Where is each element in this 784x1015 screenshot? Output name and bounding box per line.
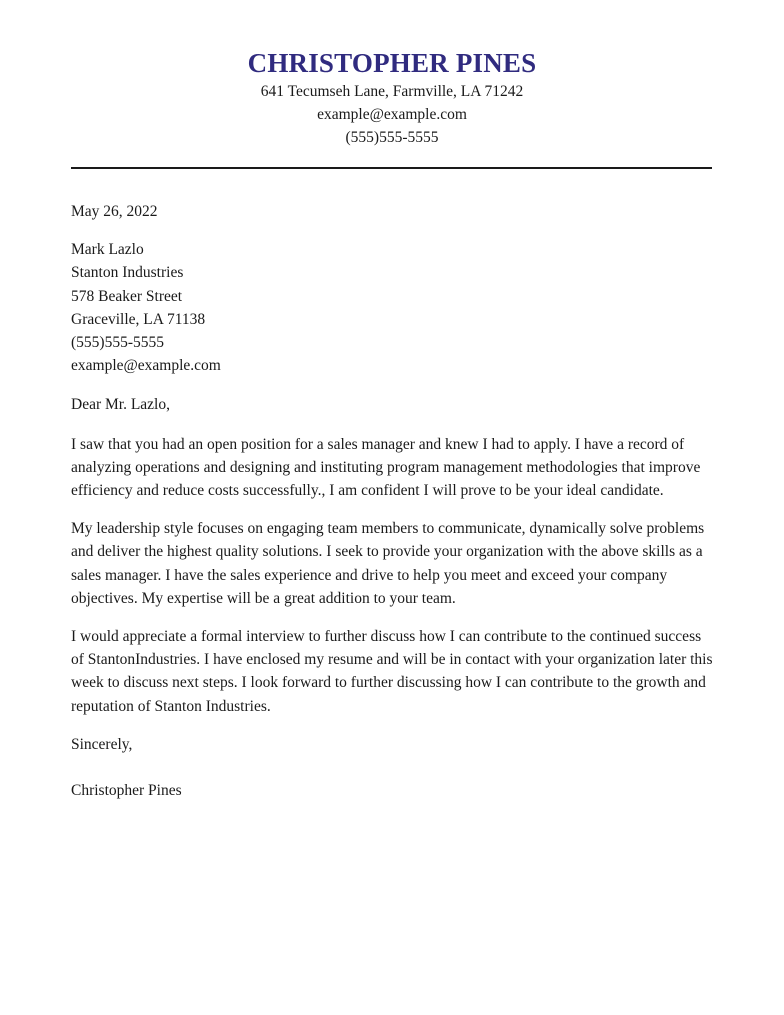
sender-name: CHRISTOPHER PINES: [247, 48, 537, 78]
sender-phone: (555)555-5555: [345, 129, 439, 146]
closing: Sincerely,: [71, 735, 133, 753]
letter-body: [71, 200, 716, 802]
header-divider: [71, 167, 712, 169]
sender-email: example@example.com: [317, 106, 467, 123]
recipient-phone: (555)555-5555: [71, 334, 164, 352]
salutation: Dear Mr. Lazlo,: [71, 396, 170, 414]
body-paragraph-1: I saw that you had an open position for a sales manager and knew I had to apply. I have a record of analyzing operations and designing and instituting program management methodologies that improve efficiency and reduce costs successfully., I am confident I will prove to be your ideal candidate.: [71, 435, 701, 500]
body-paragraph-2: My leadership style focuses on engaging team members to communicate, dynamically solve problems and deliver the highest quality solutions. I seek to provide your organization with the above skills as a sales manager. I have the sales experience and drive to help you meet and exceed your company objectives. My expertise will be a great addition to your team.: [71, 520, 705, 607]
recipient-name: Mark Lazlo: [71, 241, 144, 259]
recipient-street: 578 Beaker Street: [71, 287, 183, 305]
body-paragraph-3: I would appreciate a formal interview to further discuss how I can contribute to the continued success of StantonIndustries. I have enclosed my resume and will be in contact with your organization later this week to discuss next steps. I look forward to further discussing how I can contribute to the growth and reputation of Stanton Industries.: [71, 628, 713, 715]
recipient-city: Graceville, LA 71138: [71, 310, 206, 328]
recipient-email: example@example.com: [71, 357, 221, 375]
sender-address: 641 Tecumseh Lane, Farmville, LA 71242: [260, 83, 524, 100]
letter-header: [0, 46, 784, 149]
letter-date: May 26, 2022: [71, 203, 158, 220]
recipient-company: Stanton Industries: [71, 264, 184, 282]
recipient-block: [71, 238, 716, 377]
signature-name: Christopher Pines: [71, 782, 182, 800]
